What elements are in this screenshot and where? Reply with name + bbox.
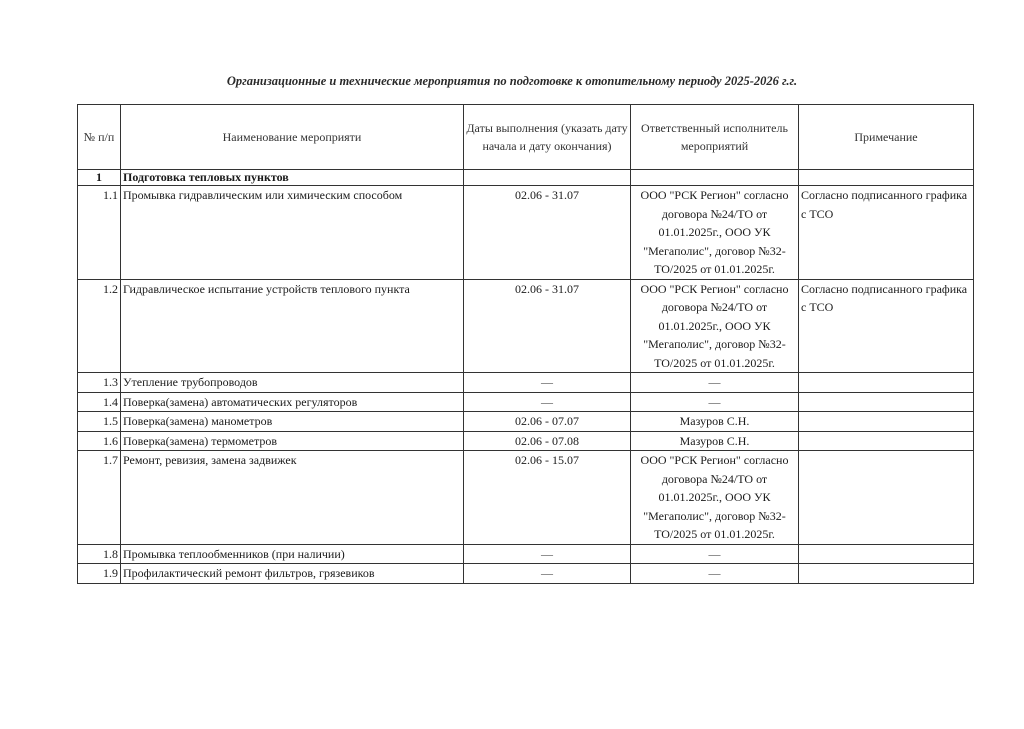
header-name: Наименование мероприяти [121, 105, 464, 170]
row-note [799, 373, 974, 393]
row-dates: 02.06 - 31.07 [464, 186, 631, 280]
section-row [78, 170, 974, 186]
row-note [799, 431, 974, 451]
row-num: 1.6 [78, 431, 121, 451]
row-note [799, 451, 974, 545]
document-title: Организационные и технические мероприятия по подготовке к отопительному периоду 2025-2026 г.г. [226, 74, 798, 88]
section-title: Подготовка тепловых пунктов [121, 170, 464, 186]
row-responsible: — [631, 544, 799, 564]
table-row [78, 186, 974, 280]
row-num: 1.7 [78, 451, 121, 545]
row-dates: 02.06 - 31.07 [464, 279, 631, 373]
section-num: 1 [78, 170, 121, 186]
row-name: Промывка гидравлическим или химическим способом [121, 186, 464, 280]
table-row [78, 544, 974, 564]
row-num: 1.8 [78, 544, 121, 564]
row-name: Профилактический ремонт фильтров, грязевиков [121, 564, 464, 584]
row-responsible: ООО "РСК Регион" согласно договора №24/ТО от 01.01.2025г., ООО УК "Мегаполис", договор №32-ТО/2025 от 01.01.2025г. [631, 279, 799, 373]
row-dates: — [464, 373, 631, 393]
table-row [78, 373, 974, 393]
row-name: Промывка теплообменников (при наличии) [121, 544, 464, 564]
row-num: 1.3 [78, 373, 121, 393]
row-name: Поверка(замена) манометров [121, 412, 464, 432]
row-num: 1.4 [78, 392, 121, 412]
header-num: № п/п [78, 105, 121, 170]
table-row [78, 279, 974, 373]
table-header-row [78, 105, 974, 170]
row-dates: 02.06 - 15.07 [464, 451, 631, 545]
table-row [78, 564, 974, 584]
row-note: Согласно подписанного графика с ТСО [799, 279, 974, 373]
row-dates: — [464, 564, 631, 584]
header-responsible: Ответственный исполнитель мероприятий [631, 105, 799, 170]
row-note [799, 564, 974, 584]
row-note: Согласно подписанного графика с ТСО [799, 186, 974, 280]
table-row [78, 451, 974, 545]
row-name: Гидравлическое испытание устройств теплового пункта [121, 279, 464, 373]
row-responsible: ООО "РСК Регион" согласно договора №24/ТО от 01.01.2025г., ООО УК "Мегаполис", договор №32-ТО/2025 от 01.01.2025г. [631, 451, 799, 545]
row-name: Ремонт, ревизия, замена задвижек [121, 451, 464, 545]
table-row [78, 412, 974, 432]
row-dates: 02.06 - 07.07 [464, 412, 631, 432]
row-num: 1.2 [78, 279, 121, 373]
row-num: 1.1 [78, 186, 121, 280]
row-responsible: Мазуров С.Н. [631, 431, 799, 451]
header-note: Примечание [799, 105, 974, 170]
table-row [78, 392, 974, 412]
row-dates: 02.06 - 07.08 [464, 431, 631, 451]
row-num: 1.9 [78, 564, 121, 584]
row-name: Поверка(замена) термометров [121, 431, 464, 451]
row-responsible: — [631, 392, 799, 412]
row-dates: — [464, 544, 631, 564]
row-note [799, 392, 974, 412]
row-name: Утепление трубопроводов [121, 373, 464, 393]
row-num: 1.5 [78, 412, 121, 432]
row-dates: — [464, 392, 631, 412]
header-dates: Даты выполнения (указать дату начала и дату окончания) [464, 105, 631, 170]
row-responsible: Мазуров С.Н. [631, 412, 799, 432]
row-responsible: — [631, 373, 799, 393]
row-responsible: — [631, 564, 799, 584]
row-note [799, 412, 974, 432]
row-note [799, 544, 974, 564]
measures-table [77, 104, 974, 584]
table-row [78, 431, 974, 451]
row-responsible: ООО "РСК Регион" согласно договора №24/ТО от 01.01.2025г., ООО УК "Мегаполис", договор №32-ТО/2025 от 01.01.2025г. [631, 186, 799, 280]
row-name: Поверка(замена) автоматических регуляторов [121, 392, 464, 412]
